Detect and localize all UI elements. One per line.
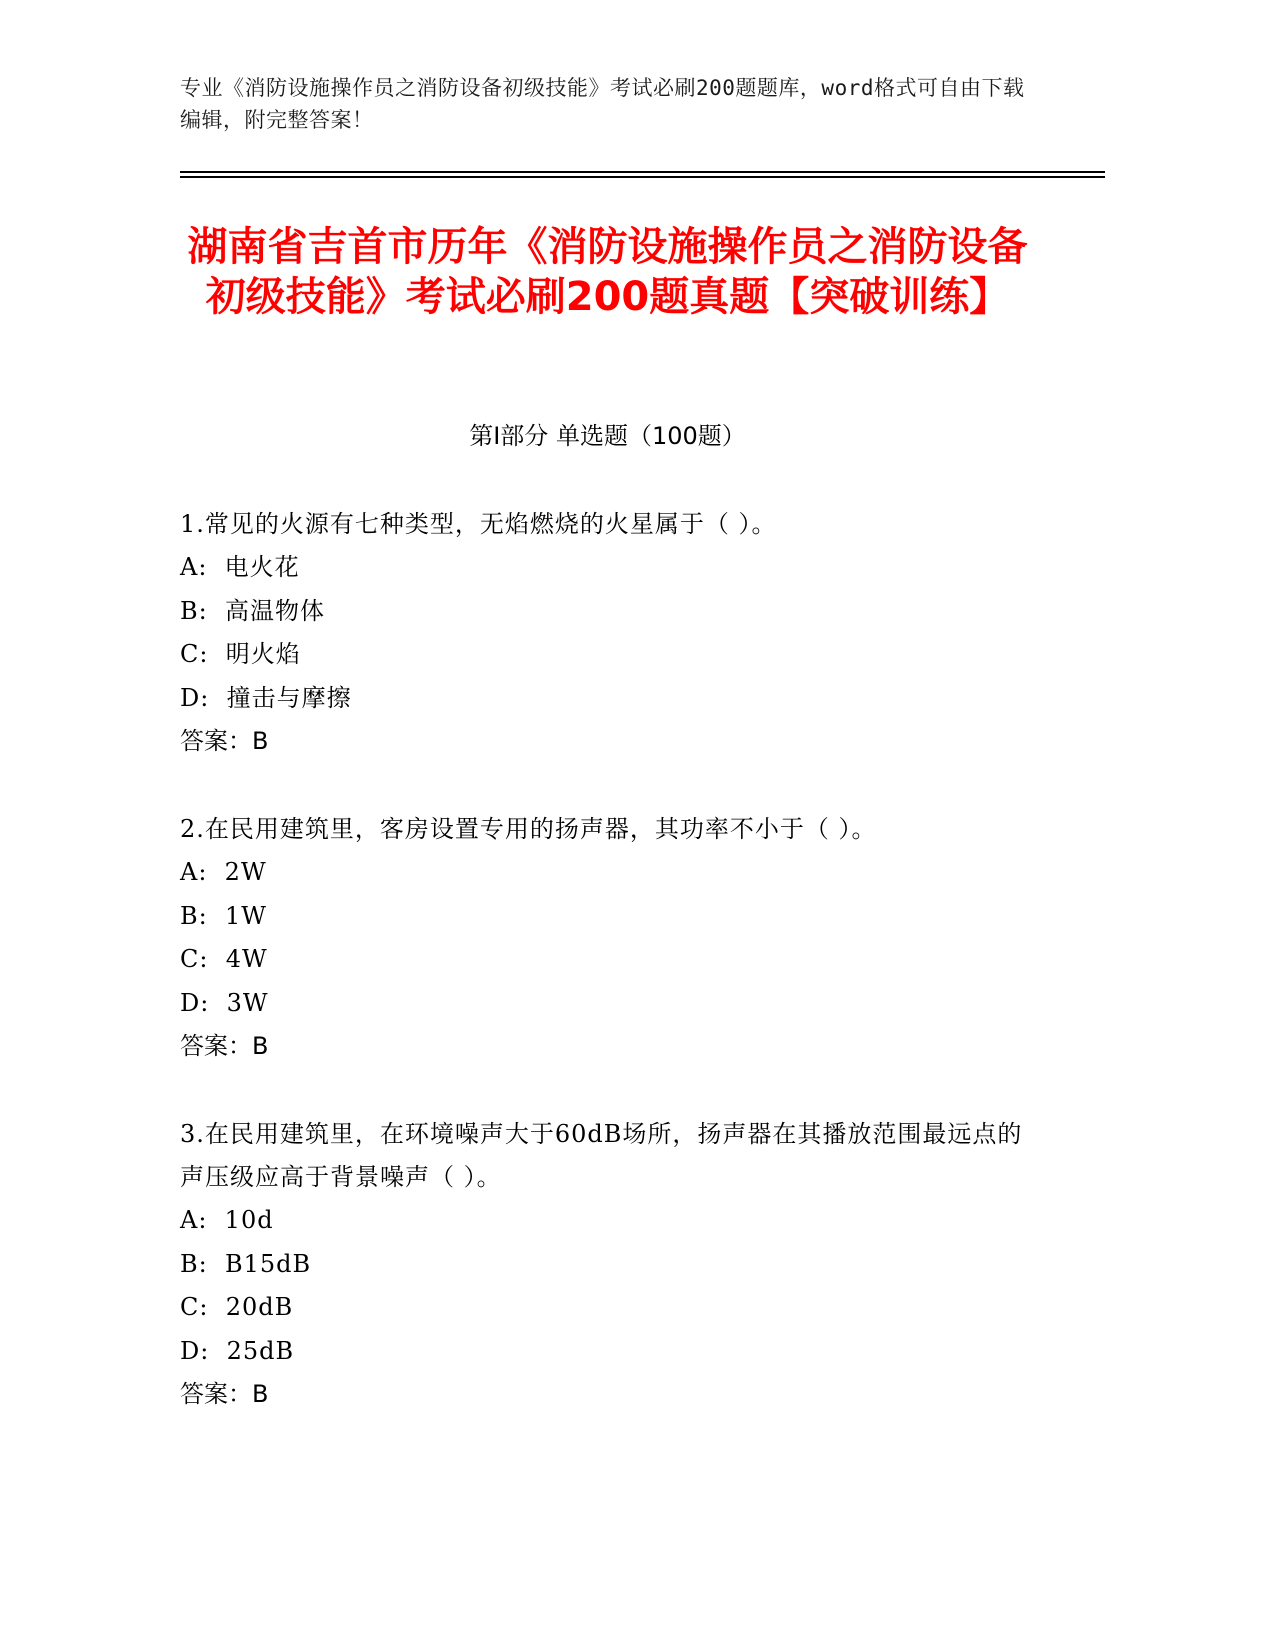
option-b: B: 高温物体 <box>180 596 325 625</box>
question-stem: 1.常见的火源有七种类型，无焰燃烧的火星属于（ ）。 <box>180 510 777 538</box>
option-a: A: 10d <box>180 1206 274 1234</box>
answer-line: 答案：B <box>180 1032 269 1060</box>
header-note: 专业《消防设施操作员之消防设备初级技能》考试必刷200题题库，word格式可自由下载编辑，附完整答案！ <box>180 76 1025 132</box>
option-a: A: 电火花 <box>180 553 300 581</box>
option-a: A: 2W <box>180 858 267 886</box>
question-stem: 3.在民用建筑里，在环境噪声大于60dB场所，扬声器在其播放范围最远点的声压级应高于背景噪声（ ）。 <box>180 1120 1023 1191</box>
option-c: C: 4W <box>180 945 268 973</box>
question-block <box>180 503 1040 764</box>
option-d: D: 撞击与摩擦 <box>180 683 352 712</box>
header-divider-top <box>180 171 1105 173</box>
section-title: 第I部分 单选题（100题） <box>469 422 746 450</box>
header-divider-bottom <box>180 176 1105 178</box>
answer-line: 答案：B <box>180 727 269 755</box>
question-block <box>180 1113 1040 1417</box>
option-d: D: 3W <box>180 988 269 1017</box>
option-d: D: 25dB <box>180 1336 295 1365</box>
option-b: B: B15dB <box>180 1249 312 1278</box>
question-stem: 2.在民用建筑里，客房设置专用的扬声器，其功率不小于（ ）。 <box>180 815 877 843</box>
answer-line: 答案：B <box>180 1380 269 1408</box>
option-c: C: 20dB <box>180 1293 294 1321</box>
question-block <box>180 808 1040 1069</box>
document-title: 湖南省吉首市历年《消防设施操作员之消防设备初级技能》考试必刷200题真题【突破训练】 <box>187 224 1028 320</box>
option-b: B: 1W <box>180 901 267 930</box>
option-c: C: 明火焰 <box>180 640 301 668</box>
